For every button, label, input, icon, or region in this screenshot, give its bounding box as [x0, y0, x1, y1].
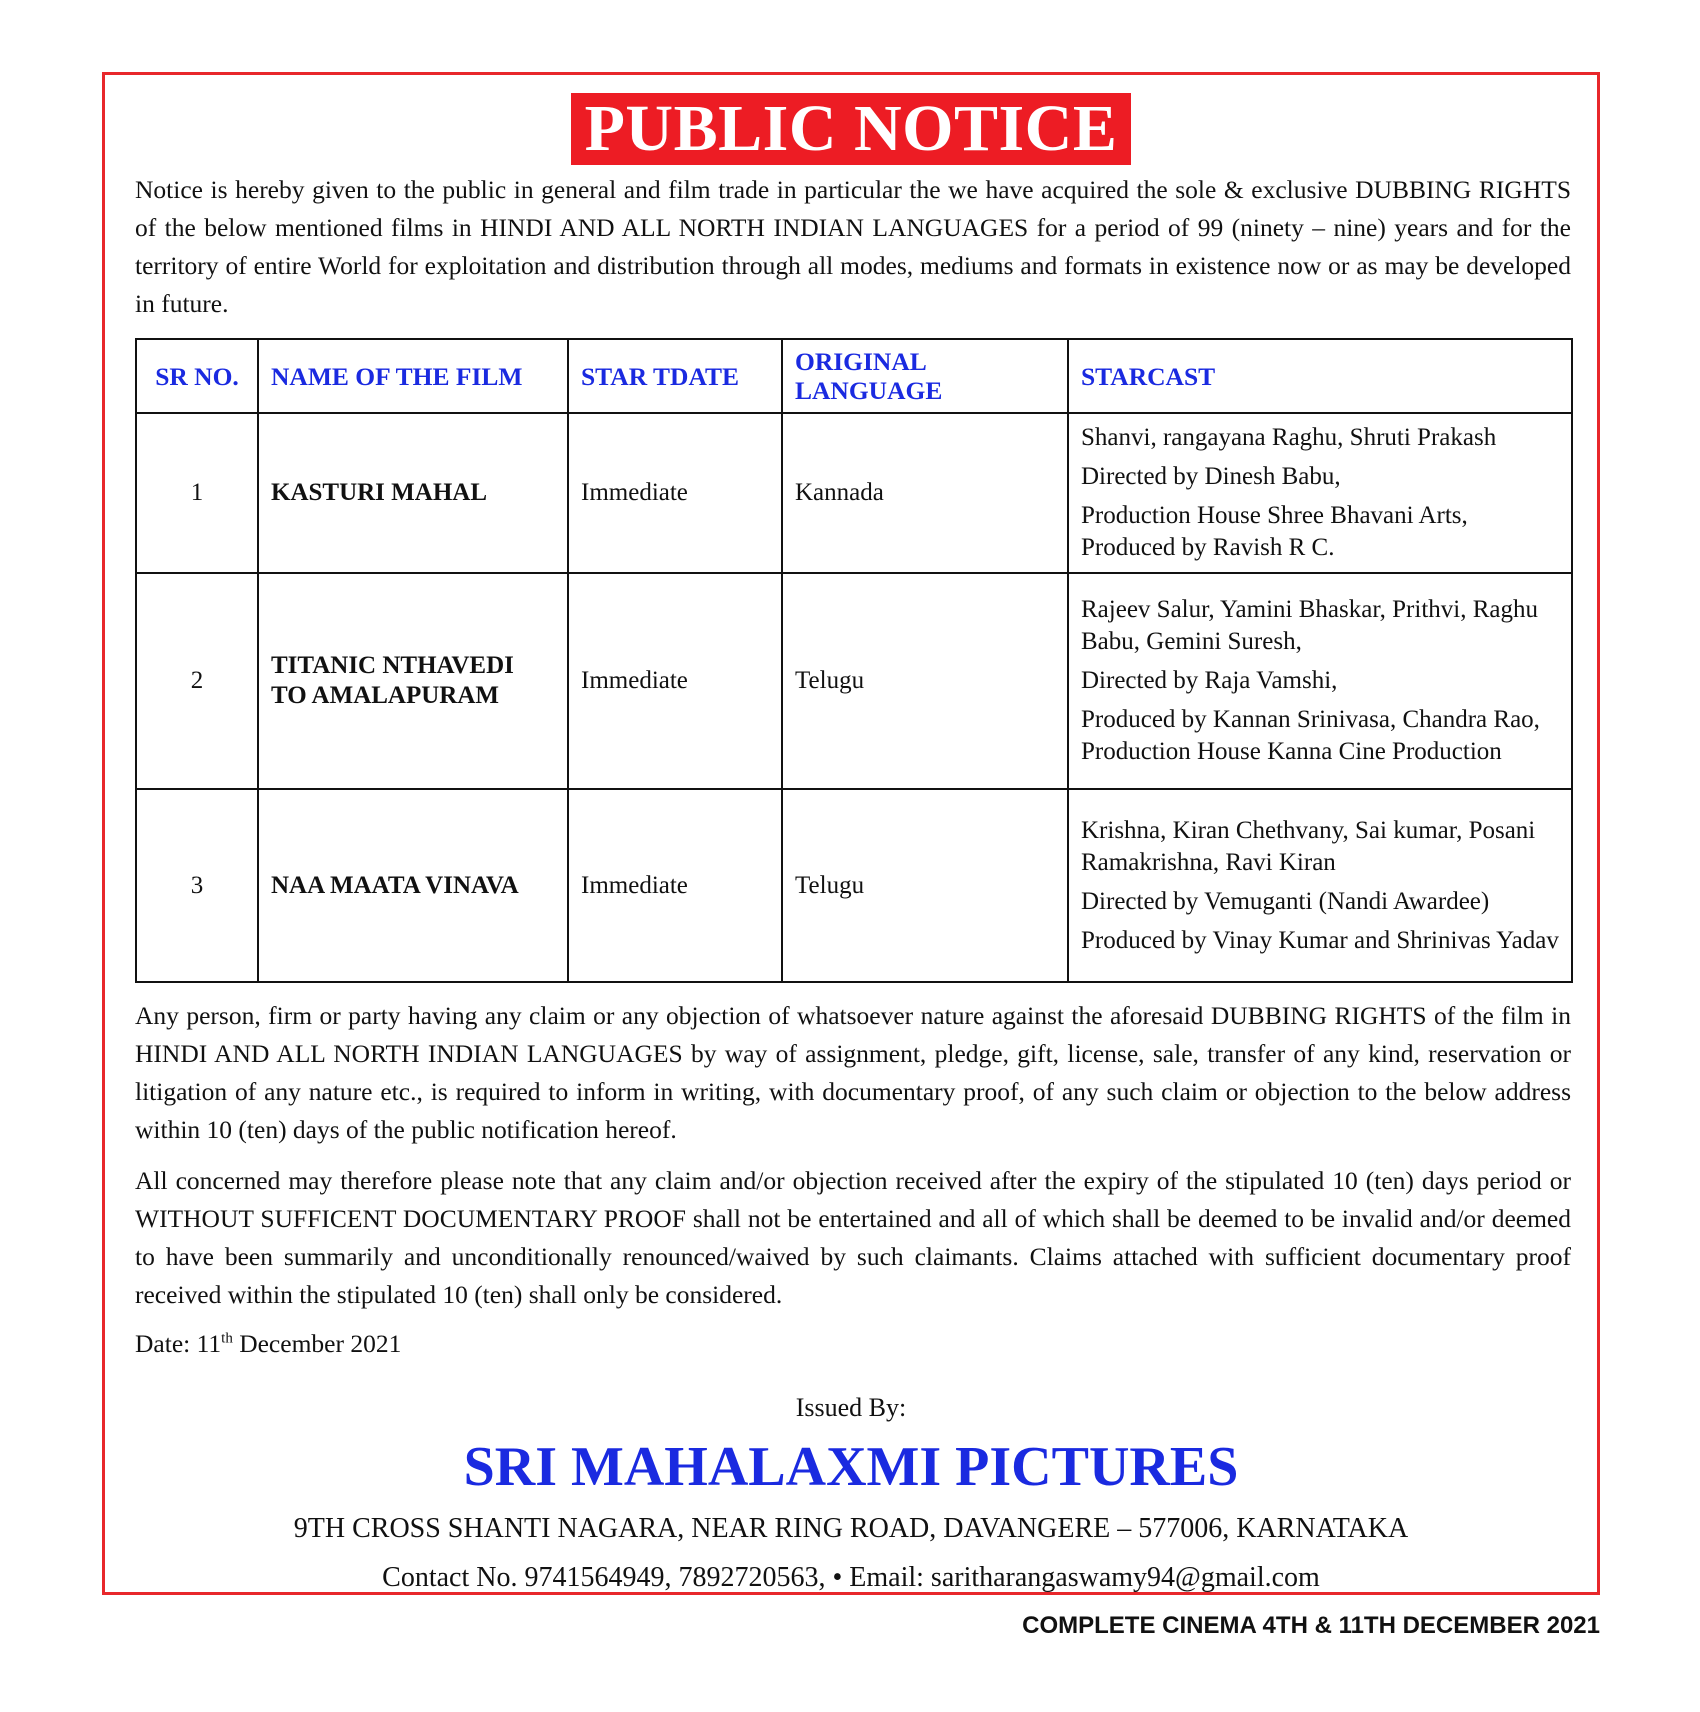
header-start-date: STAR TDATE	[568, 339, 782, 413]
cell-language: Telugu	[782, 573, 1068, 789]
table-row	[136, 413, 1572, 573]
title-wrap	[105, 93, 1597, 165]
cell-start: Immediate	[568, 413, 782, 573]
films-table	[135, 338, 1573, 983]
production-line: Production House Shree Bhavani Arts, Produced by Ravish R C.	[1081, 502, 1468, 561]
director-line: Directed by Vemuganti (Nandi Awardee)	[1081, 887, 1490, 915]
cell-film-name: TITANIC NTHAVEDI TO AMALAPURAM	[258, 573, 568, 789]
concerned-paragraph: All concerned may therefore please note that any claim and/or objection received after the expiry of the stipulated 10 (ten) days period or WITHOUT SUFFICENT DOCUMENTARY PROOF shall not be entertained and all of which shall be deemed to be invalid and/or deemed to have been summarily and unconditionally renounced/waived by such claimants. Claims attached with sufficient documentary proof received within the stipulated 10 (ten) shall only be considered.	[135, 1166, 1571, 1309]
date-prefix: Date: 11	[135, 1329, 222, 1358]
intro-paragraph: Notice is hereby given to the public in general and film trade in particular the we have acquired the sole & exclusive DUBBING RIGHTS of the below mentioned films in HINDI AND ALL NORTH INDIAN LANGUAGES for a period of 99 (ninety – nine) years and for the territory of entire World for exploitation and distribution through all modes, mediums and formats in existence now or as may be developed in future.	[135, 175, 1571, 318]
cell-start: Immediate	[568, 789, 782, 982]
production-line: Produced by Vinay Kumar and Shrinivas Yadav	[1081, 926, 1559, 954]
cell-film-name: NAA MAATA VINAVA	[258, 789, 568, 982]
table-row	[136, 573, 1572, 789]
publication-footer: COMPLETE CINEMA 4TH & 11TH DECEMBER 2021	[1022, 1612, 1600, 1639]
director-line: Directed by Raja Vamshi,	[1081, 667, 1338, 694]
page-title: PUBLIC NOTICE	[571, 93, 1132, 165]
company-name: SRI MAHALAXMI PICTURES	[463, 1436, 1239, 1498]
cell-language: Telugu	[782, 789, 1068, 982]
table-row	[136, 789, 1572, 982]
cell-sr: 1	[136, 413, 258, 573]
header-original-language: ORIGINAL LANGUAGE	[782, 339, 1068, 413]
header-starcast: STARCAST	[1068, 339, 1572, 413]
cell-film-name: KASTURI MAHAL	[258, 413, 568, 573]
company-address: 9TH CROSS SHANTI NAGARA, NEAR RING ROAD, DAVANGERE – 577006, KARNATAKA	[293, 1513, 1409, 1544]
cast-line: Krishna, Kiran Chethvany, Sai kumar, Posani Ramakrishna, Ravi Kiran	[1081, 816, 1536, 876]
director-line: Directed by Dinesh Babu,	[1081, 463, 1341, 490]
cast-line: Shanvi, rangayana Raghu, Shruti Prakash	[1081, 424, 1497, 451]
issued-by-label: Issued By:	[795, 1393, 907, 1422]
date-suffix: December 2021	[232, 1329, 402, 1358]
cast-line: Rajeev Salur, Yamini Bhaskar, Prithvi, Raghu Babu, Gemini Suresh,	[1081, 596, 1538, 655]
notice-frame	[102, 72, 1600, 1595]
objection-paragraph: Any person, firm or party having any claim or any objection of whatsoever nature against the aforesaid DUBBING RIGHTS of the film in HINDI AND ALL NORTH INDIAN LANGUAGES by way of assignment, pledge, gift, license, sale, transfer of any kind, reservation or litigation of any nature etc., is required to inform in writing, with documentary proof, of any such claim or objection to the below address within 10 (ten) days of the public notification hereof.	[135, 1001, 1571, 1144]
header-sr-no: SR NO.	[136, 339, 258, 413]
cell-start: Immediate	[568, 573, 782, 789]
cell-starcast	[1068, 789, 1572, 982]
cell-starcast	[1068, 413, 1572, 573]
cell-starcast	[1068, 573, 1572, 789]
production-line: Produced by Kannan Srinivasa, Chandra Rao, Production House Kanna Cine Production	[1081, 706, 1540, 765]
company-contact: Contact No. 9741564949, 7892720563, • Email: saritharangaswamy94@gmail.com	[382, 1562, 1320, 1593]
cell-sr: 2	[136, 573, 258, 789]
cell-sr: 3	[136, 789, 258, 982]
cell-language: Kannada	[782, 413, 1068, 573]
date-superscript: th	[221, 1330, 233, 1347]
notice-date	[135, 1329, 401, 1359]
table-header-row	[136, 339, 1572, 413]
header-film-name: NAME OF THE FILM	[258, 339, 568, 413]
